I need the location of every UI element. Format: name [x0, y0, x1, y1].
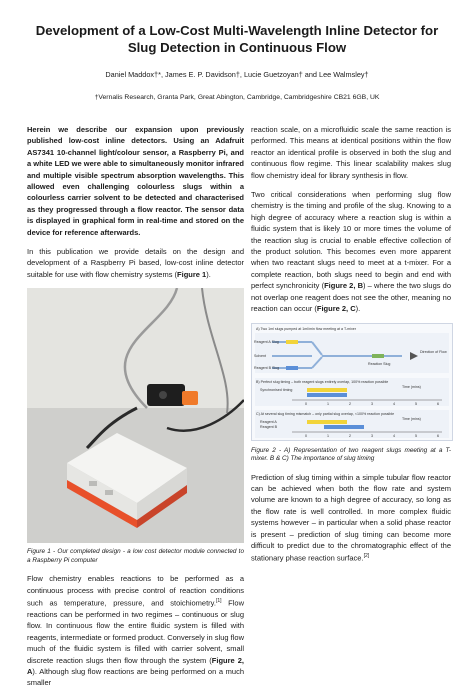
panel-c-label: C) At several slug timing mismatch – only partial slug overlap, <100% reaction possible: [256, 411, 395, 416]
time-tick-label: 5: [415, 433, 417, 438]
reaction-slug-label: Reaction Slug: [368, 361, 391, 366]
citation-ref: [2]: [363, 553, 370, 560]
figure-2-diagram: [251, 323, 453, 441]
time-tick-label: 0: [305, 433, 307, 438]
detector-photo-illustration: [27, 288, 244, 543]
reagent-a-slug-label: Reagent A Slug: [254, 339, 279, 344]
reagent-a-short-label: Reagent A: [260, 419, 277, 424]
direction-of-flow-label: Direction of Flow: [420, 349, 447, 354]
right-column: [251, 124, 451, 572]
time-tick-label: 2: [349, 433, 351, 438]
abstract: Herein we describe our expansion upon previously published low-cost inline detectors. Using an Adafruit AS7341 10-channel light/colour sensor, a Raspberry Pi, and a white LED we were able to simultaneously monitor infrared and multiple visible spectrum absorption wavelengths. This allowed even challenging colourless slugs within a colourless carrier solvent to be detected and characterised as they progressed through a flow reactor. The sensor data is displayed in graphical form in real-time and stored on the device for reference afterwards.: [27, 125, 244, 237]
time-tick-label: 2: [349, 401, 351, 406]
time-tick-label: 3: [371, 401, 373, 406]
paper-title: Development of a Low-Cost Multi-Wavelength Inline Detector for Slug Detection in Continuous Flow: [35, 23, 439, 55]
citation-ref: [1]: [215, 598, 222, 605]
time-tick-label: 1: [327, 433, 329, 438]
scale-paragraph: reaction scale, on a microfluidic scale the same reaction is performed. This means at identical positions within the flow reactor an identical profile is observed in both the slug and continuous flow regime. This linear scalability makes slug flow chemistry ideal for library synthesis in flow.: [251, 125, 451, 180]
time-tick-label: 3: [371, 433, 373, 438]
figure-ref: Figure 2, B: [324, 281, 363, 291]
figure-2-caption: Figure 2 - A) Representation of two reagent slugs meeting at a T-mixer. B & C) The importance of slug timing: [251, 446, 451, 462]
time-axis-label-c: Time (mins): [402, 416, 421, 421]
time-tick-label: 4: [393, 433, 395, 438]
time-tick-label: 1: [327, 401, 329, 406]
time-tick-label: 6: [437, 433, 439, 438]
figure-ref: Figure 1: [177, 269, 207, 279]
figure-1-caption: Figure 1 - Our completed design - a low cost detector module connected to a Raspberry Pi computer: [27, 548, 244, 564]
intro-paragraph: In this publication we provide details on the design and development of a Raspberry Pi based, low-cost inline detector suitable for use with flow chemistry systems (Figure 1).: [27, 247, 244, 279]
figure-1-photo: [27, 288, 244, 543]
solvent-label: Solvent: [254, 353, 266, 358]
reagent-b-short-label: Reagent B: [260, 424, 277, 429]
time-tick-label: 0: [305, 401, 307, 406]
flow-chemistry-paragraph: Flow chemistry enables reactions to be performed as a continuous process with precise control of reaction conditions such as temperature, pressure, and stoichiometry.[1] Flow reactions can be performed in two regimes – continuous or slug flow. In continuous flow the entire fluidic system is filled with reagents, intermediate or formed product. Conversely in slug flow much of the fluidic system is filled with carrier solvent, small discrete reaction slugs then flow through the system (Figure 2, A). Although slug flow reactions are being performed on a much smaller: [27, 574, 245, 688]
synchronised-label: Synchronised timing: [260, 387, 293, 392]
panel-b-label: B) Perfect slug timing – both reagent slugs entirely overlap, 100% reaction possible: [256, 379, 389, 384]
left-column: [27, 124, 244, 697]
time-tick-label: 5: [415, 401, 417, 406]
panel-a-label: A) Two 1ml slugs pumped at 1ml/min flow meeting at a T-mixer: [256, 326, 356, 331]
time-tick-label: 6: [437, 401, 439, 406]
affiliation: †Vernalis Research, Granta Park, Great Abington, Cambridge, Cambridgeshire CB21 6GB, UK: [94, 94, 380, 101]
prediction-paragraph: Prediction of slug timing within a simple tubular flow reactor can be achieved when both the flow rate and system volume are known to a high degree of accuracy, so long as the flow rate is well controlled. In more complex fluidic systems however – in particular when a solid phase reactor is present – prediction of slug timing can become more difficult to predict due to the chromatographic effect of the stationary phase reaction surface.[2]: [251, 472, 451, 563]
timing-paragraph: Two critical considerations when performing slug flow chemistry is the timing and profile of the slug. Knowing to a high degree of accuracy where a reaction slug is within a fluidic system that is likely 10 or more times the volume of the reaction slug is crucial to enable effective collection of the product solution. This becomes even more apparent when two reactant slugs need to meet at a t-mixer. For a complete reaction, both slugs need to begin and end with perfect synchronicity (Figure 2, B) – where the two slugs do not overlap one reagent does not see the other, meaning no reaction can occur (Figure 2, C).: [251, 190, 451, 314]
author-list: Daniel Maddox†*, James E. P. Davidson†, Lucie Guetzoyan† and Lee Walmsley†: [105, 70, 369, 79]
figure-ref: Figure 2, A: [27, 655, 244, 677]
reagent-b-slug-label: Reagent B Slug: [254, 365, 280, 370]
time-axis-label-b: Time (mins): [402, 384, 421, 389]
time-tick-label: 4: [393, 401, 395, 406]
figure-ref: Figure 2, C: [316, 304, 356, 314]
